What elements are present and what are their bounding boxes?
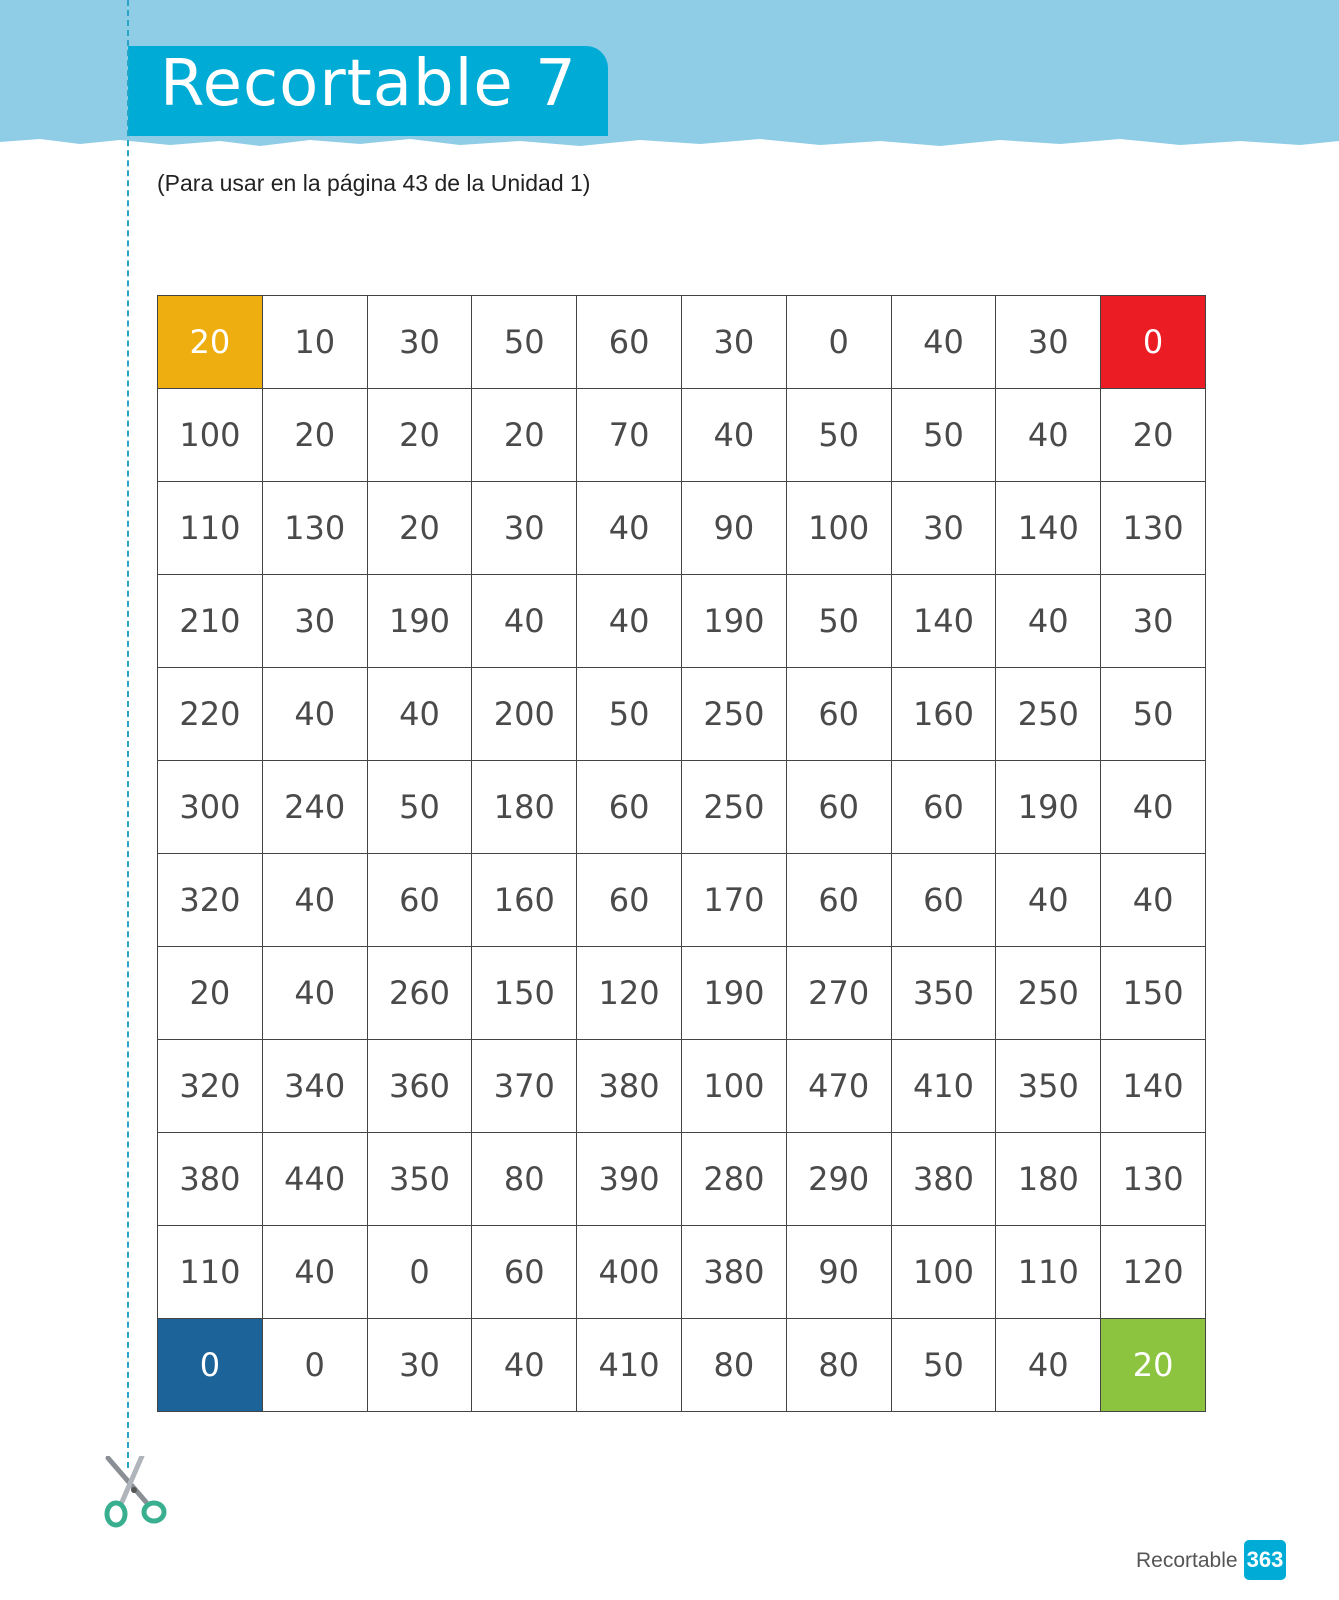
grid-cell: 470 [787,1040,892,1133]
grid-cell: 40 [472,1319,577,1412]
grid-cell: 80 [682,1319,787,1412]
grid-cell: 290 [787,1133,892,1226]
grid-cell: 280 [682,1133,787,1226]
grid-cell: 60 [787,854,892,947]
grid-cell: 0 [368,1226,473,1319]
grid-cell: 250 [682,761,787,854]
grid-cell: 20 [368,482,473,575]
grid-cell: 130 [1101,482,1206,575]
grid-cell: 150 [472,947,577,1040]
grid-cell: 10 [263,296,368,389]
grid-cell: 80 [787,1319,892,1412]
grid-cell: 160 [892,668,997,761]
grid-cell: 30 [472,482,577,575]
grid-cell: 440 [263,1133,368,1226]
grid-cell-highlighted: 20 [1101,1319,1206,1412]
grid-cell: 110 [158,1226,263,1319]
grid-cell: 60 [577,296,682,389]
grid-cell: 40 [263,668,368,761]
grid-cell: 110 [158,482,263,575]
grid-cell: 50 [892,389,997,482]
grid-cell: 60 [577,761,682,854]
grid-cell: 220 [158,668,263,761]
grid-cell: 100 [158,389,263,482]
grid-cell-highlighted: 20 [158,296,263,389]
grid-cell: 100 [787,482,892,575]
grid-cell: 40 [1101,854,1206,947]
grid-cell: 30 [996,296,1101,389]
page-number-badge: 363 [1244,1540,1286,1580]
grid-cell: 130 [263,482,368,575]
grid-cell: 320 [158,1040,263,1133]
grid-cell: 180 [472,761,577,854]
grid-cell: 130 [1101,1133,1206,1226]
grid-cell: 380 [158,1133,263,1226]
grid-cell: 40 [1101,761,1206,854]
footer-label: Recortable [1136,1549,1238,1572]
grid-cell: 40 [682,389,787,482]
grid-cell: 40 [996,389,1101,482]
grid-cell: 50 [577,668,682,761]
grid-cell: 40 [577,575,682,668]
grid-cell: 340 [263,1040,368,1133]
torn-paper-edge [0,136,1339,156]
cut-guide-line [127,0,129,1468]
grid-cell: 20 [472,389,577,482]
grid-cell: 140 [996,482,1101,575]
grid-cell: 400 [577,1226,682,1319]
grid-cell: 60 [577,854,682,947]
grid-cell: 380 [577,1040,682,1133]
grid-cell: 250 [996,947,1101,1040]
grid-cell: 350 [892,947,997,1040]
grid-cell: 390 [577,1133,682,1226]
grid-cell-highlighted: 0 [1101,296,1206,389]
grid-cell: 20 [158,947,263,1040]
grid-cell: 60 [368,854,473,947]
grid-cell: 30 [1101,575,1206,668]
grid-cell: 190 [682,947,787,1040]
scissors-icon [100,1456,170,1532]
grid-cell: 50 [1101,668,1206,761]
grid-cell: 190 [368,575,473,668]
grid-cell: 380 [682,1226,787,1319]
grid-cell: 50 [472,296,577,389]
grid-cell: 50 [787,575,892,668]
grid-cell: 40 [996,854,1101,947]
grid-cell: 40 [263,854,368,947]
grid-cell: 250 [682,668,787,761]
grid-cell: 90 [787,1226,892,1319]
grid-cell: 150 [1101,947,1206,1040]
grid-cell: 40 [577,482,682,575]
grid-cell: 160 [472,854,577,947]
grid-cell: 190 [682,575,787,668]
grid-cell: 20 [368,389,473,482]
grid-cell: 100 [892,1226,997,1319]
grid-cell: 40 [263,947,368,1040]
grid-cell: 40 [892,296,997,389]
number-grid [157,295,1206,1412]
grid-cell: 350 [368,1133,473,1226]
grid-cell: 40 [368,668,473,761]
grid-cell: 50 [892,1319,997,1412]
page-subtitle: (Para usar en la página 43 de la Unidad 1) [157,170,591,196]
grid-cell: 30 [368,1319,473,1412]
grid-cell: 60 [892,761,997,854]
grid-cell: 90 [682,482,787,575]
grid-cell: 70 [577,389,682,482]
grid-cell: 380 [892,1133,997,1226]
grid-cell: 40 [996,1319,1101,1412]
grid-cell: 30 [263,575,368,668]
grid-cell: 50 [787,389,892,482]
grid-cell-highlighted: 0 [158,1319,263,1412]
grid-cell: 410 [577,1319,682,1412]
page-title: Recortable 7 [160,47,577,121]
grid-cell: 300 [158,761,263,854]
grid-cell: 270 [787,947,892,1040]
grid-cell: 40 [263,1226,368,1319]
grid-cell: 40 [472,575,577,668]
grid-cell: 120 [1101,1226,1206,1319]
grid-cell: 60 [892,854,997,947]
grid-cell: 30 [892,482,997,575]
grid-cell: 30 [682,296,787,389]
grid-cell: 140 [1101,1040,1206,1133]
grid-cell: 0 [263,1319,368,1412]
grid-cell: 80 [472,1133,577,1226]
grid-cell: 410 [892,1040,997,1133]
grid-cell: 20 [1101,389,1206,482]
grid-cell: 20 [263,389,368,482]
grid-cell: 250 [996,668,1101,761]
grid-cell: 210 [158,575,263,668]
grid-cell: 50 [368,761,473,854]
grid-cell: 260 [368,947,473,1040]
grid-cell: 240 [263,761,368,854]
grid-cell: 100 [682,1040,787,1133]
grid-cell: 60 [787,761,892,854]
grid-cell: 320 [158,854,263,947]
grid-cell: 30 [368,296,473,389]
grid-cell: 110 [996,1226,1101,1319]
grid-cell: 170 [682,854,787,947]
grid-cell: 60 [787,668,892,761]
grid-cell: 120 [577,947,682,1040]
grid-cell: 40 [996,575,1101,668]
grid-cell: 140 [892,575,997,668]
grid-cell: 360 [368,1040,473,1133]
grid-cell: 180 [996,1133,1101,1226]
grid-cell: 190 [996,761,1101,854]
grid-cell: 350 [996,1040,1101,1133]
grid-cell: 370 [472,1040,577,1133]
grid-cell: 200 [472,668,577,761]
grid-cell: 60 [472,1226,577,1319]
grid-cell: 0 [787,296,892,389]
